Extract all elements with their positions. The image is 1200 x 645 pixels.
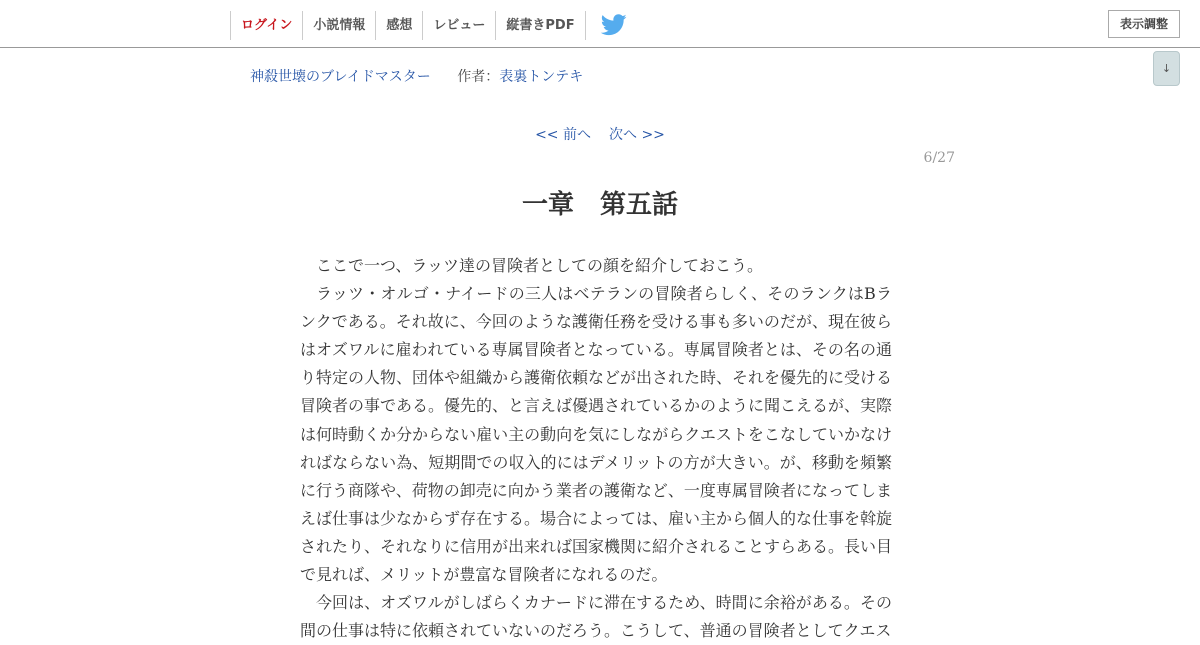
chapter-pager <box>0 124 1200 144</box>
chapter-title: 一章 第五話 <box>521 190 678 220</box>
login-link[interactable]: ログイン <box>230 11 302 40</box>
body-paragraph: 今回は、オズワルがしばらくカナードに滞在するため、時間に余裕がある。その間の仕事は特に依頼されていないのだろう。こうして、普通の冒険者としてクエス <box>300 593 892 641</box>
next-chapter-link[interactable]: 次へ >> <box>609 127 665 143</box>
review-link[interactable]: レビュー <box>422 11 495 40</box>
novel-info-link[interactable]: 小説情報 <box>302 11 375 40</box>
author-label: 作者： <box>457 69 500 85</box>
display-settings-button[interactable]: 表示調整 <box>1108 10 1180 38</box>
page-counter: 6/27 <box>923 150 955 166</box>
scroll-down-button[interactable]: ↓ <box>1153 51 1180 86</box>
main-nav <box>230 10 631 40</box>
vertical-pdf-link[interactable]: 縦書きPDF <box>495 11 585 40</box>
novel-header <box>250 66 583 86</box>
twitter-icon[interactable] <box>601 10 631 40</box>
impressions-link[interactable]: 感想 <box>375 11 422 40</box>
body-paragraph: ラッツ・オルゴ・ナイードの三人はベテランの冒険者らしく、そのランクはBランクである。それ故に、今回のような護衛任務を受ける事も多いのだが、現在彼らはオズワルに雇われている専属冒険者となっている。専属冒険者とは、その名の通り特定の人物、団体や組織から護衛依頼などが出された時、それを優先的に受ける冒険者の事である。優先的、と言えば優遇されているかのように聞こえるが、実際は何時動くか分からない雇い主の動向を気にしながらクエストをこなしていかなければならない為、短期間での収入的にはデメリットの方が大きい。が、移動を頻繁に行う商隊や、荷物の卸売に向かう業者の護衛など、一度専属冒険者になってしまえば仕事は少なからず存在する。場合によっては、雇い主から個人的な仕事を斡旋されたり、それなりに信用が出来れば国家機関に紹介されることすらある。長い目で見れば、メリットが豊富な冒険者になれるのだ。 <box>300 284 893 585</box>
prev-chapter-link[interactable]: << 前へ <box>535 127 591 143</box>
header-bar <box>0 0 1200 48</box>
body-paragraph: ここで一つ、ラッツ達の冒険者としての顔を紹介しておこう。 <box>316 256 764 275</box>
author-link[interactable]: 表裏トンテキ <box>499 69 584 85</box>
series-title-link[interactable]: 神殺世壊のブレイドマスター <box>250 69 431 85</box>
chapter-body <box>300 252 892 645</box>
